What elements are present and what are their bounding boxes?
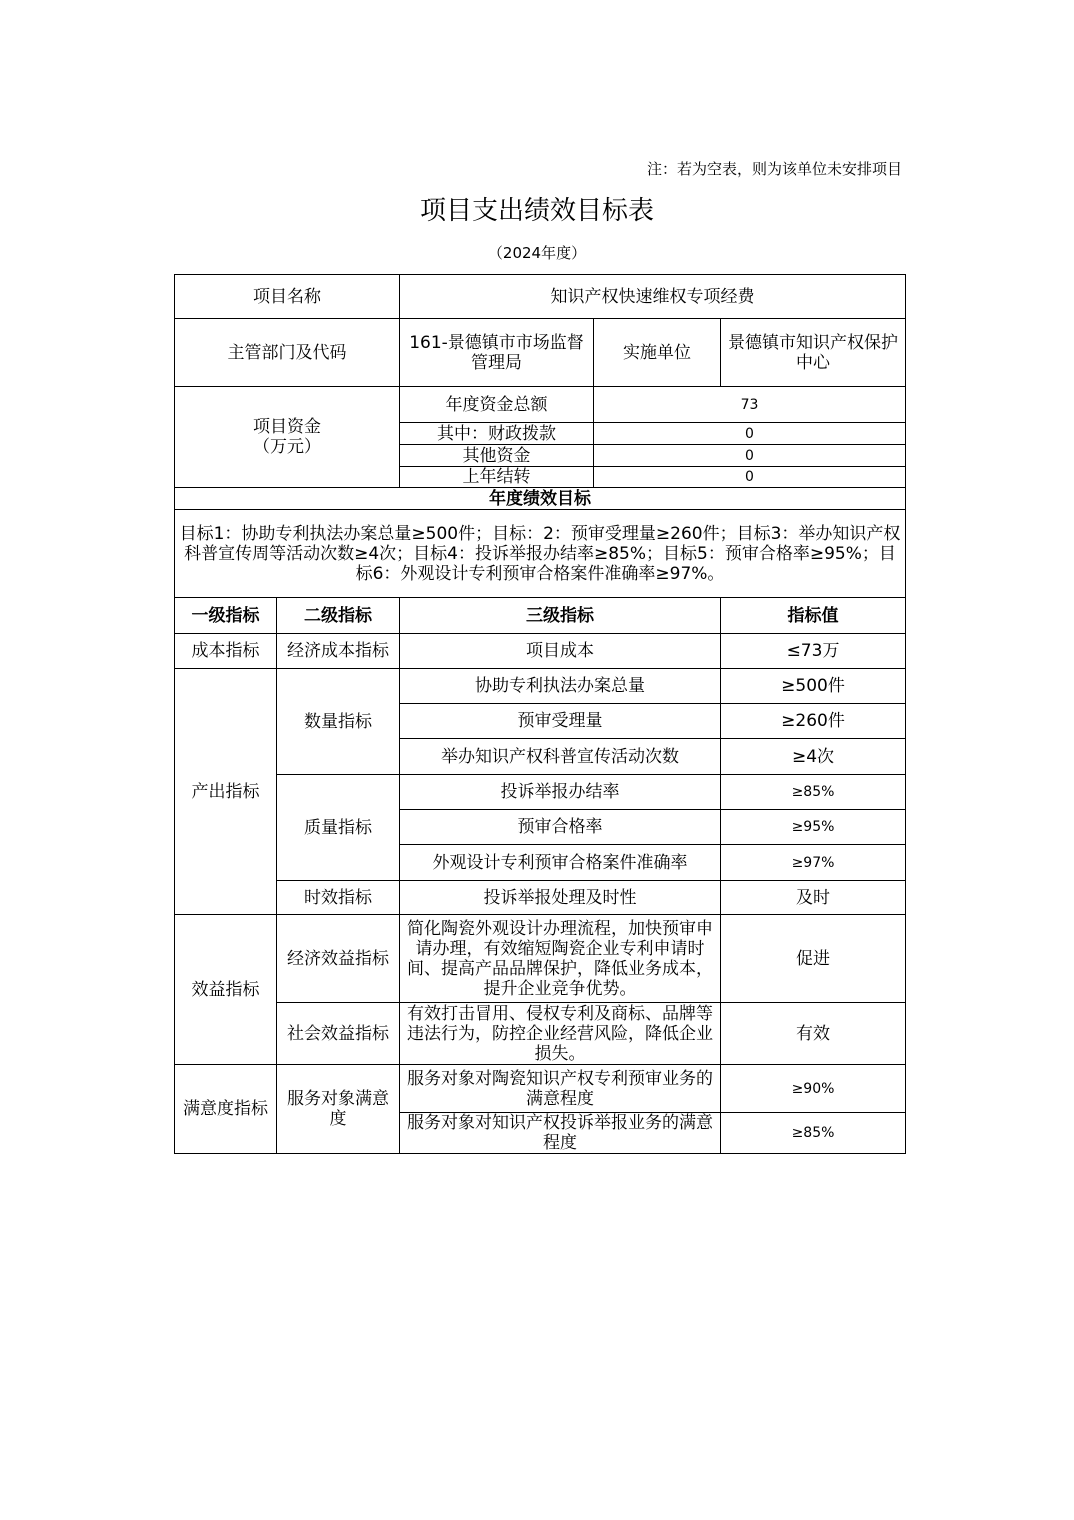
quality-3-level3: 外观设计专利预审合格案件准确率	[400, 845, 721, 881]
satisfaction-1-value: ≥90%	[721, 1065, 906, 1113]
funds-carryover-value: 0	[594, 467, 906, 488]
benefit-level1: 效益指标	[175, 915, 277, 1065]
satisfaction-2-value: ≥85%	[721, 1113, 906, 1154]
cost-value: ≤73万	[721, 634, 906, 669]
header-value: 指标值	[721, 598, 906, 634]
header-level2: 二级指标	[277, 598, 400, 634]
dept-value: 161-景德镇市市场监督管理局	[400, 319, 594, 387]
project-name-label: 项目名称	[175, 275, 400, 319]
quality-3-value: ≥97%	[721, 845, 906, 881]
quantity-level2: 数量指标	[277, 669, 400, 775]
funds-fiscal-label: 其中：财政拨款	[400, 423, 594, 445]
economic-benefit-value: 促进	[721, 915, 906, 1003]
funds-total-value: 73	[594, 387, 906, 423]
annual-goal-text: 目标1：协助专利执法办案总量≥500件；目标：2：预审受理量≥260件；目标3：举办知识产权科普宣传周等活动次数≥4次；目标4：投诉举报办结率≥85%；目标5：预审合格率≥95%；目标6：外观设计专利预审合格案件准确率≥97%。	[175, 510, 906, 598]
funds-other-value: 0	[594, 445, 906, 467]
social-benefit-value: 有效	[721, 1003, 906, 1065]
economic-benefit-level3: 简化陶瓷外观设计办理流程，加快预审申请办理，有效缩短陶瓷企业专利申请时间、提高产品品牌保护，降低业务成本，提升企业竞争优势。	[400, 915, 721, 1003]
social-benefit-level3: 有效打击冒用、侵权专利及商标、品牌等违法行为，防控企业经营风险，降低企业损失。	[400, 1003, 721, 1065]
timeliness-level2: 时效指标	[277, 881, 400, 915]
cost-level3: 项目成本	[400, 634, 721, 669]
timeliness-value: 及时	[721, 881, 906, 915]
funds-label: 项目资金 （万元）	[175, 387, 400, 488]
unit-label: 实施单位	[594, 319, 721, 387]
output-level1: 产出指标	[175, 669, 277, 915]
timeliness-level3: 投诉举报处理及时性	[400, 881, 721, 915]
funds-other-label: 其他资金	[400, 445, 594, 467]
quality-1-level3: 投诉举报办结率	[400, 775, 721, 810]
satisfaction-2-level3: 服务对象对知识产权投诉举报业务的满意程度	[400, 1113, 721, 1154]
table-note: 注：若为空表，则为该单位未安排项目	[646, 160, 902, 178]
annual-goal-header: 年度绩效目标	[175, 488, 906, 510]
unit-value: 景德镇市知识产权保护中心	[721, 319, 906, 387]
satisfaction-level2: 服务对象满意度	[277, 1065, 400, 1154]
quality-2-level3: 预审合格率	[400, 810, 721, 845]
quantity-3-value: ≥4次	[721, 739, 906, 775]
performance-table	[174, 274, 906, 1154]
quantity-3-level3: 举办知识产权科普宣传活动次数	[400, 739, 721, 775]
social-benefit-level2: 社会效益指标	[277, 1003, 400, 1065]
page-title: 项目支出绩效目标表	[419, 196, 654, 226]
header-level1: 一级指标	[175, 598, 277, 634]
economic-benefit-level2: 经济效益指标	[277, 915, 400, 1003]
quality-1-value: ≥85%	[721, 775, 906, 810]
quantity-2-level3: 预审受理量	[400, 704, 721, 739]
satisfaction-1-level3: 服务对象对陶瓷知识产权专利预审业务的满意程度	[400, 1065, 721, 1113]
quantity-2-value: ≥260件	[721, 704, 906, 739]
dept-label: 主管部门及代码	[175, 319, 400, 387]
project-name-value: 知识产权快速维权专项经费	[400, 275, 906, 319]
funds-fiscal-value: 0	[594, 423, 906, 445]
quality-2-value: ≥95%	[721, 810, 906, 845]
funds-total-label: 年度资金总额	[400, 387, 594, 423]
quality-level2: 质量指标	[277, 775, 400, 881]
quantity-1-value: ≥500件	[721, 669, 906, 704]
cost-level1: 成本指标	[175, 634, 277, 669]
year-label: （2024年度）	[487, 244, 587, 262]
satisfaction-level1: 满意度指标	[175, 1065, 277, 1154]
funds-carryover-label: 上年结转	[400, 467, 594, 488]
header-level3: 三级指标	[400, 598, 721, 634]
cost-level2: 经济成本指标	[277, 634, 400, 669]
quantity-1-level3: 协助专利执法办案总量	[400, 669, 721, 704]
